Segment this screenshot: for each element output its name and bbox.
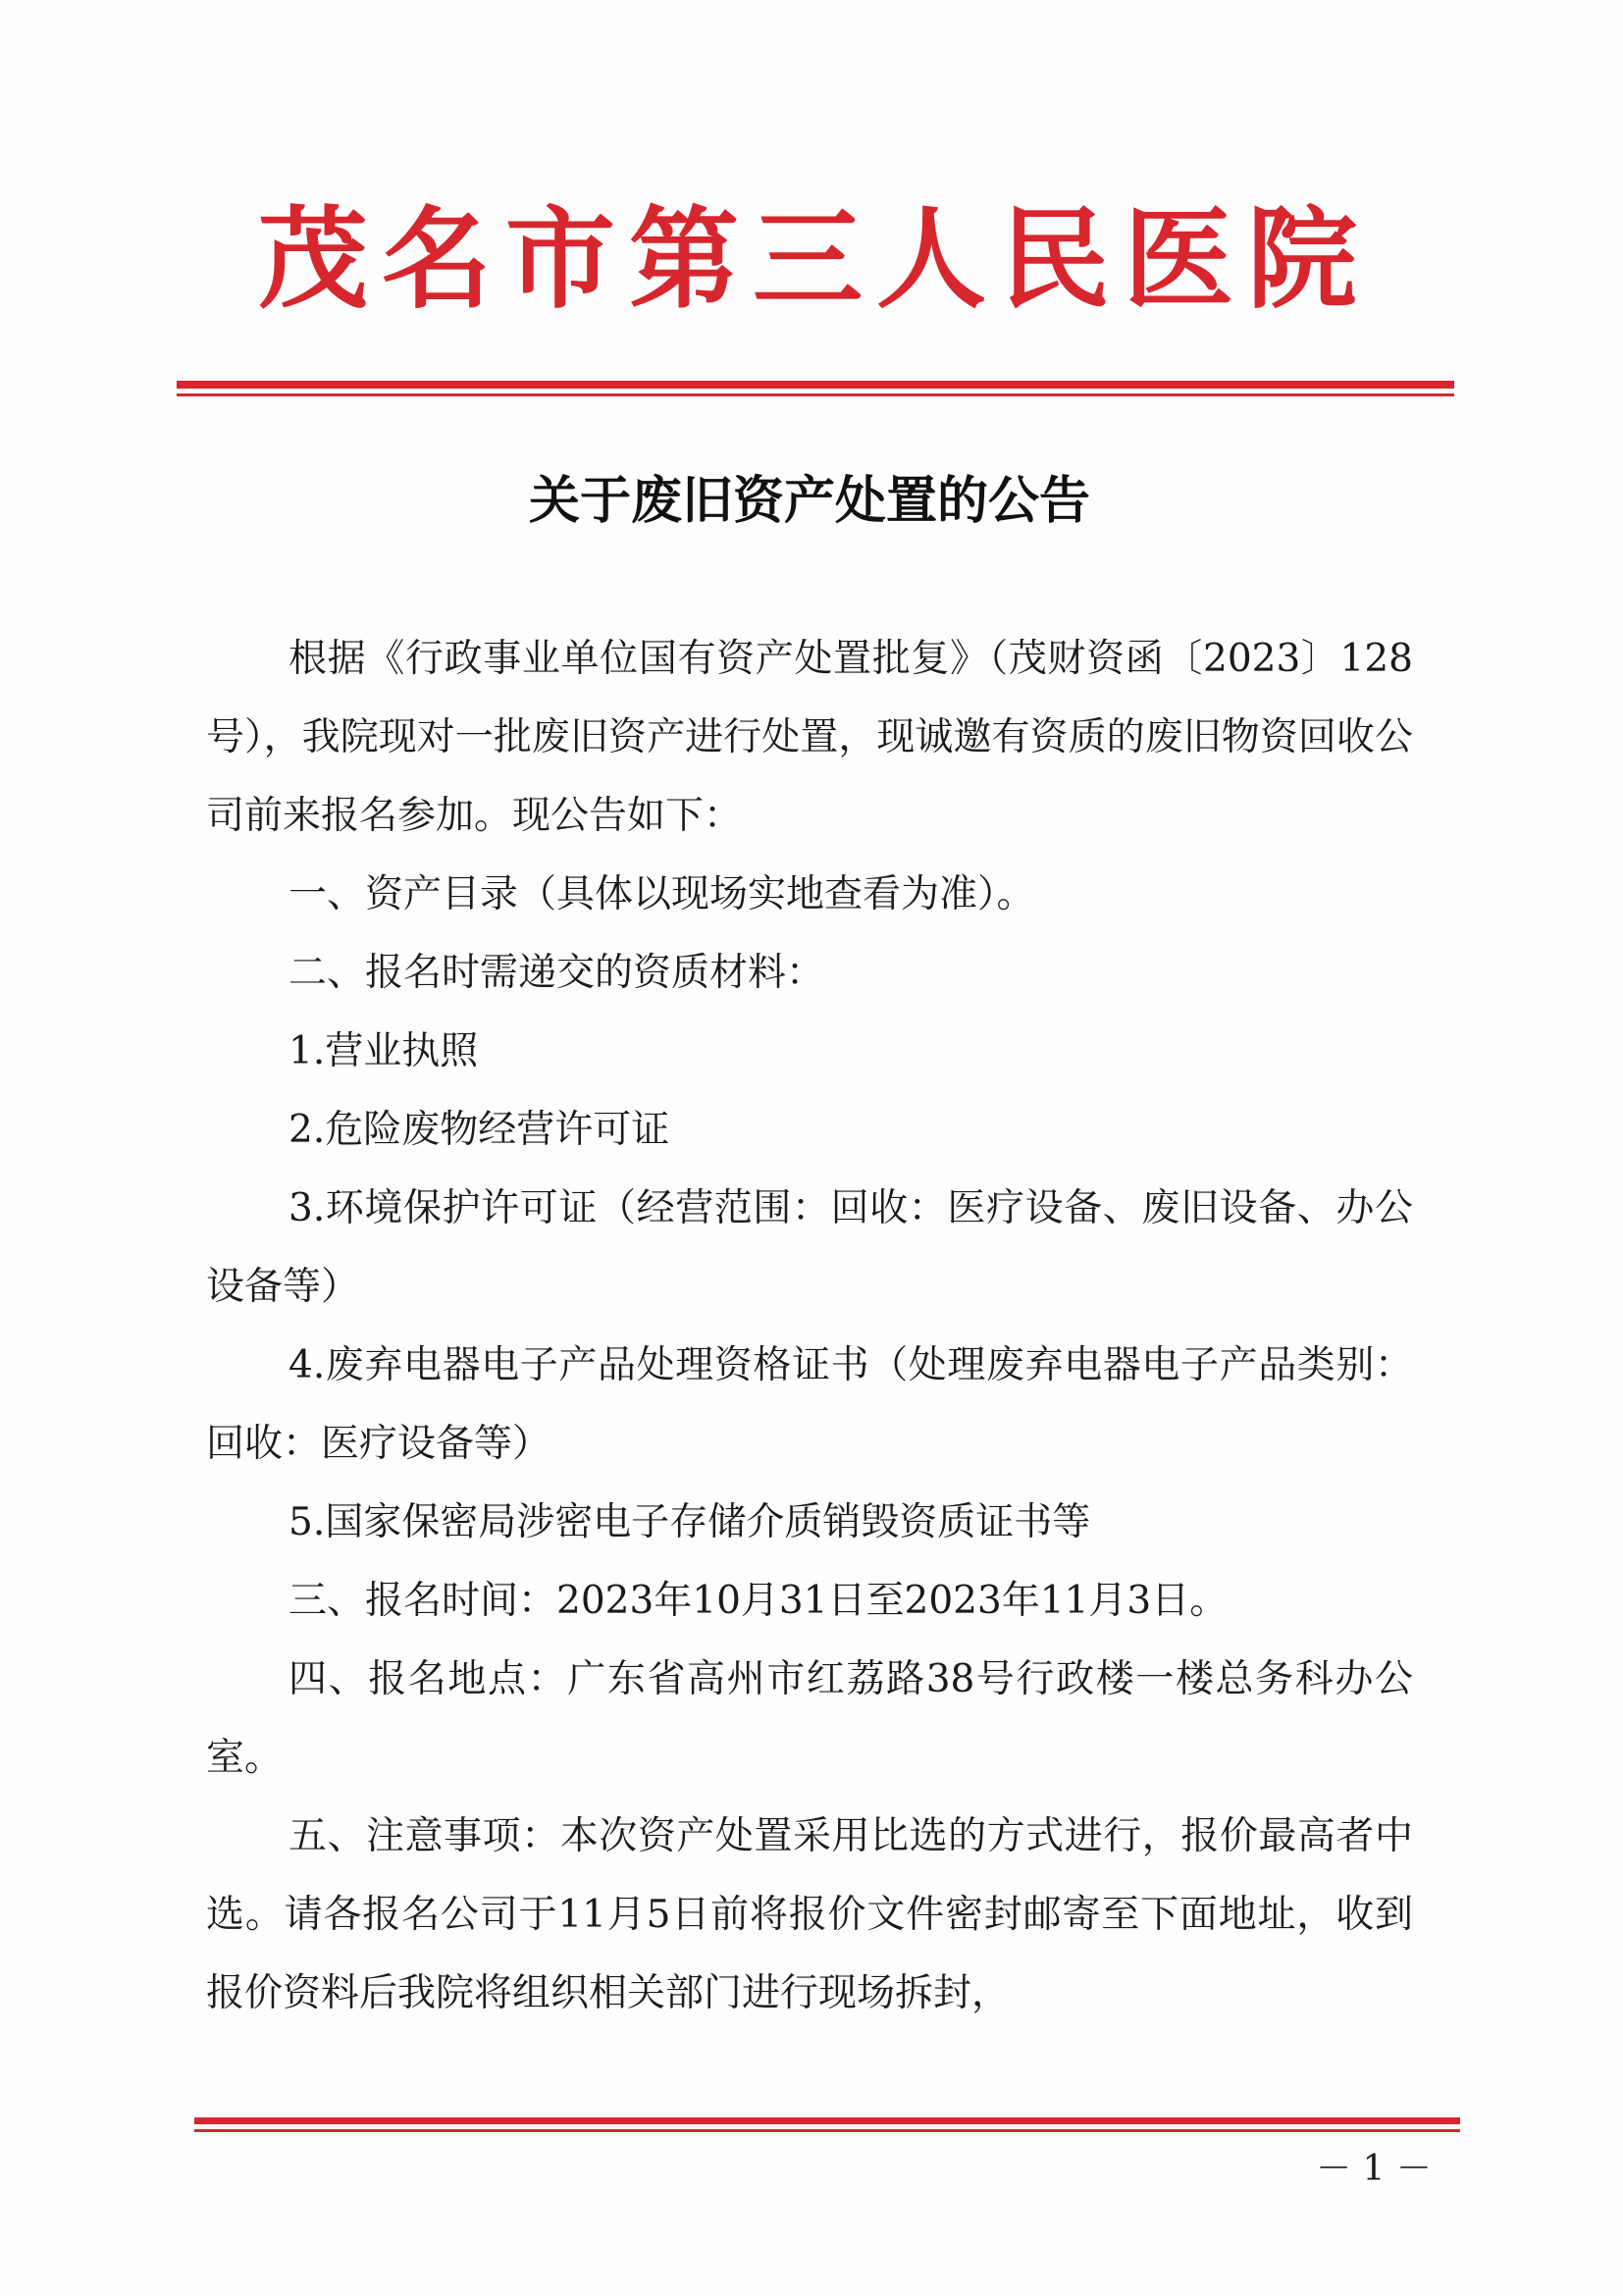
list-item-hazardous-waste-permit: 2.危险废物经营许可证 <box>288 1108 670 1152</box>
paragraph-section-5: 五、注意事项：本次资产处置采用比选的方式进行，报价最高者中选。请各报名公司于11月5日前将报价文件密封邮寄至下面地址，收到报价资料后我院将组织相关部门进行现场拆封， <box>206 1814 1413 2015</box>
document-body <box>206 620 1413 2033</box>
paragraph-section-3: 三、报名时间：2023年10月31日至2023年11月3日。 <box>288 1579 1229 1623</box>
list-item-secrecy-certificate: 5.国家保密局涉密电子存储介质销毁资质证书等 <box>288 1500 1091 1544</box>
footer-rule-thick <box>194 2117 1460 2124</box>
paragraph-intro: 根据《行政事业单位国有资产处置批复》（茂财资函〔2023〕128号），我院现对一批废旧资产进行处置，现诚邀有资质的废旧物资回收公司前来报名参加。现公告如下： <box>206 637 1413 838</box>
paragraph-section-2: 二、报名时需递交的资质材料： <box>288 951 825 995</box>
header-rule-thick <box>177 381 1454 389</box>
footer-rule-thin <box>194 2129 1460 2132</box>
paragraph-section-4: 四、报名地点：广东省高州市红荔路38号行政楼一楼总务科办公室。 <box>206 1657 1413 1780</box>
header-rule-thin <box>177 393 1454 396</box>
document-title: 关于废旧资产处置的公告 <box>528 472 1090 531</box>
list-item-license: 1.营业执照 <box>288 1029 479 1073</box>
page-number: － 1 － <box>1316 2149 1432 2189</box>
masthead-organization-name: 茂名市第三人民医院 <box>258 195 1371 324</box>
paragraph-section-1: 一、资产目录（具体以现场实地查看为准）。 <box>288 872 1035 916</box>
list-item-environmental-permit: 3.环境保护许可证（经营范围：回收：医疗设备、废旧设备、办公设备等） <box>206 1186 1413 1309</box>
list-item-e-waste-certificate: 4.废弃电器电子产品处理资格证书（处理废弃电器电子产品类别：回收：医疗设备等） <box>206 1343 1413 1466</box>
